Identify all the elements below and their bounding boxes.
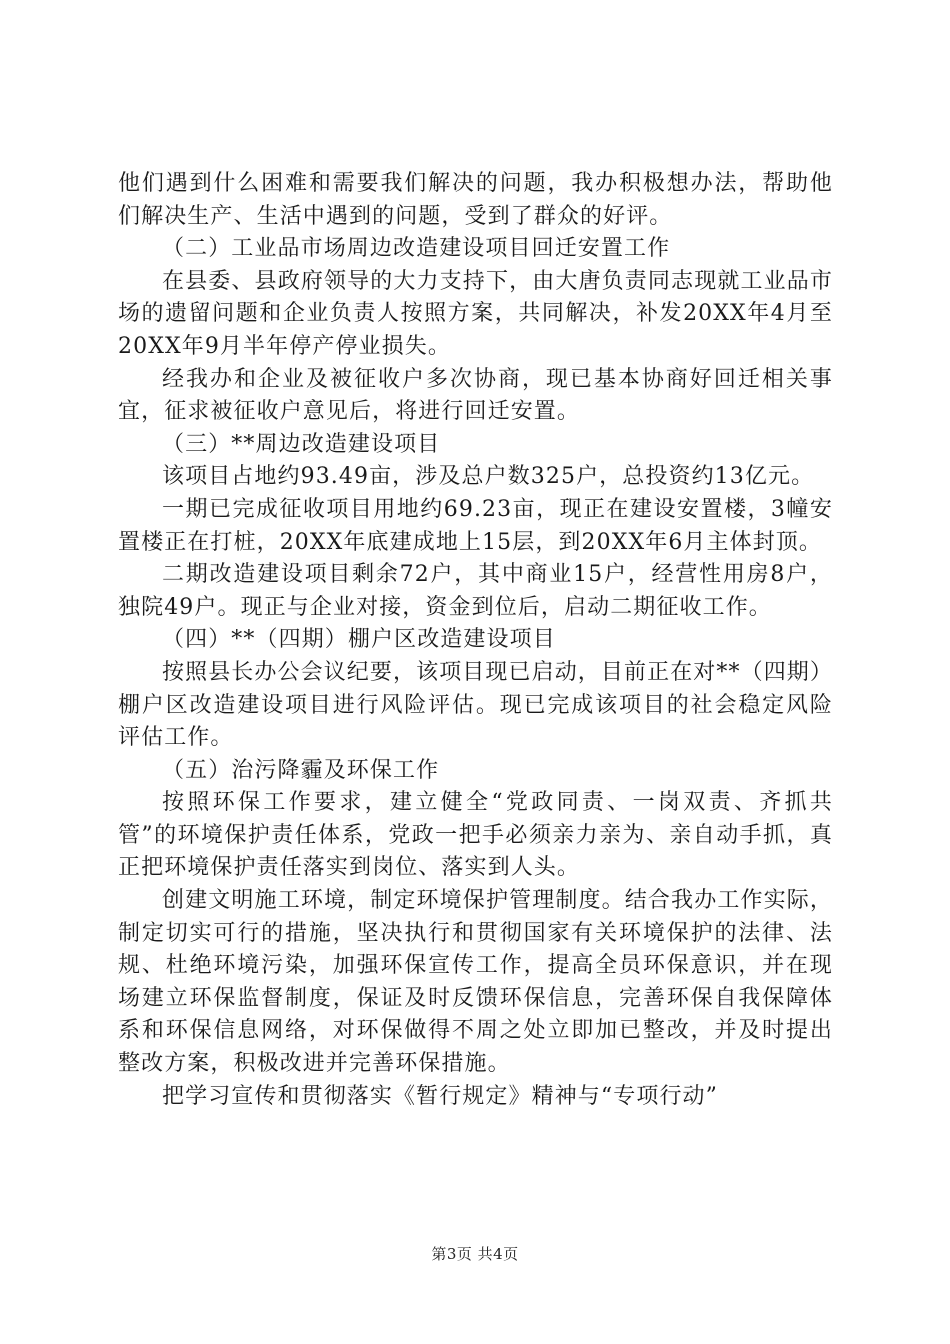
section-heading: （五）治污降霾及环保工作: [162, 757, 440, 783]
paragraph: 一期已完成征收项目用地约69.23亩，现正在建设安置楼，3幢安置楼正在打桩，20XX年底建成地上15层，到20XX年6月主体封顶。: [118, 496, 833, 555]
paragraph: 经我办和企业及被征收户多次协商，现已基本协商好回迁相关事宜，征求被征收户意见后，将进行回迁安置。: [118, 366, 833, 425]
paragraph: 在县委、县政府领导的大力支持下，由大唐负责同志现就工业品市场的遗留问题和企业负责人按照方案，共同解决，补发20XX年4月至20XX年9月半年停产停业损失。: [118, 268, 833, 359]
paragraph: 该项目占地约93.49亩，涉及总户数325户，总投资约13亿元。: [162, 464, 815, 490]
section-heading: （四）**（四期）棚户区改造建设项目: [162, 627, 556, 653]
paragraph: 按照环保工作要求，建立健全“党政同责、一岗双责、齐抓共管”的环境保护责任体系，党政一把手必须亲力亲为、亲自动手抓，真正把环境保护责任落实到岗位、落实到人头。: [118, 790, 833, 881]
document-body: [118, 168, 833, 1113]
paragraph: 二期改造建设项目剩余72户，其中商业15户，经营性用房8户，独院49户。现正与企业对接，资金到位后，启动二期征收工作。: [118, 562, 833, 620]
section-heading: （二）工业品市场周边改造建设项目回迁安置工作: [162, 236, 671, 262]
paragraph: 把学习宣传和贯彻落实《暂行规定》精神与“专项行动”: [162, 1083, 718, 1109]
paragraph: 创建文明施工环境，制定环境保护管理制度。结合我办工作实际，制定切实可行的措施，坚决执行和贯彻国家有关环境保护的法律、法规、杜绝环境污染，加强环保宣传工作，提高全员环保意识，并在现场建立环保监督制度，保证及时反馈环保信息，完善环保自我保障体系和环保信息网络，对环保做得不周之处立即加已整改，并及时提出整改方案，积极改进并完善环保措施。: [118, 888, 833, 1077]
page-footer: 第3页 共4页: [431, 1245, 519, 1263]
section-heading: （三）**周边改造建设项目: [162, 431, 441, 457]
paragraph: 按照县长办公会议纪要，该项目现已启动，目前正在对**（四期）棚户区改造建设项目进行风险评估。现已完成该项目的社会稳定风险评估工作。: [118, 659, 834, 751]
paragraph: 他们遇到什么困难和需要我们解决的问题，我办积极想办法，帮助他们解决生产、生活中遇到的问题，受到了群众的好评。: [118, 171, 833, 229]
